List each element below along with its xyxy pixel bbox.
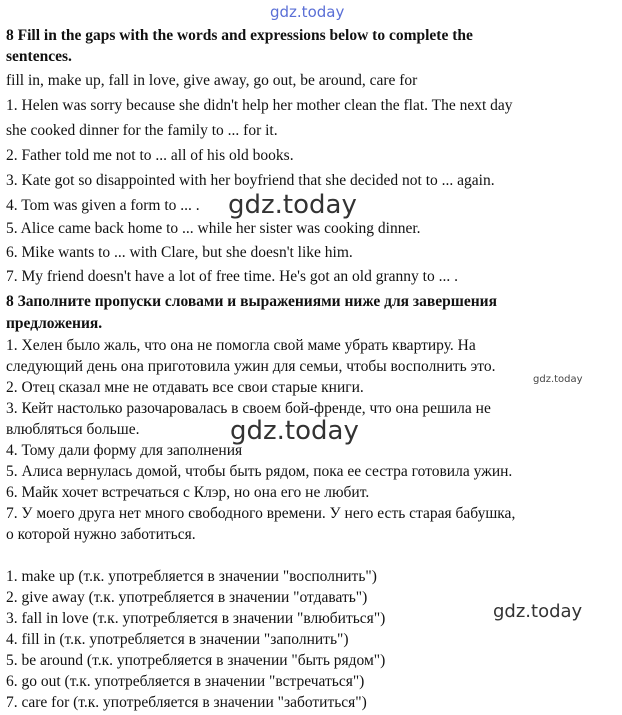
sentence-ru-3-cont: влюбляться больше. <box>6 421 140 438</box>
sentence-en-6: 6. Mike wants to ... with Clare, but she doesn't like him. <box>6 244 353 261</box>
watermark-top[interactable]: gdz.today <box>270 3 345 21</box>
watermark: gdz.today <box>493 601 583 622</box>
sentence-en-3: 3. Kate got so disappointed with her boyfriend that she decided not to ... again. <box>6 172 495 189</box>
exercise-title-en-cont: sentences. <box>6 48 72 65</box>
exercise-title-ru: 8 Заполните пропуски словами и выражениями ниже для завершения <box>6 293 497 310</box>
exercise-title-en: 8 Fill in the gaps with the words and expressions below to complete the <box>6 27 473 44</box>
answer-6: 6. go out (т.к. употребляется в значении "встречаться") <box>6 673 365 690</box>
answer-1: 1. make up (т.к. употребляется в значении "восполнить") <box>6 568 377 585</box>
word-bank: fill in, make up, fall in love, give away, go out, be around, care for <box>6 72 418 89</box>
sentence-ru-7: 7. У моего друга нет много свободного времени. У него есть старая бабушка, <box>6 505 516 522</box>
sentence-en-4: 4. Tom was given a form to ... . <box>6 197 200 214</box>
sentence-ru-2: 2. Отец сказал мне не отдавать все свои старые книги. <box>6 379 364 396</box>
answer-7: 7. care for (т.к. употребляется в значении "заботиться") <box>6 694 367 711</box>
watermark: gdz.today <box>533 374 583 385</box>
exercise-title-ru-cont: предложения. <box>6 315 103 332</box>
sentence-en-1: 1. Helen was sorry because she didn't help her mother clean the flat. The next day <box>6 97 513 114</box>
sentence-en-5: 5. Alice came back home to ... while her sister was cooking dinner. <box>6 220 421 237</box>
sentence-ru-5: 5. Алиса вернулась домой, чтобы быть рядом, пока ее сестра готовила ужин. <box>6 463 513 480</box>
answer-4: 4. fill in (т.к. употребляется в значении "заполнить") <box>6 631 349 648</box>
sentence-ru-3: 3. Кейт настолько разочаровалась в своем бой-френде, что она решила не <box>6 400 491 417</box>
sentence-en-2: 2. Father told me not to ... all of his old books. <box>6 147 294 164</box>
sentence-ru-1: 1. Хелен было жаль, что она не помогла свой маме убрать квартиру. На <box>6 337 476 354</box>
sentence-en-1-cont: she cooked dinner for the family to ... for it. <box>6 122 278 139</box>
sentence-ru-4: 4. Тому дали форму для заполнения <box>6 442 243 459</box>
answer-3: 3. fall in love (т.к. употребляется в значении "влюбиться") <box>6 610 386 627</box>
sentence-ru-7-cont: о которой нужно заботиться. <box>6 526 196 543</box>
sentence-ru-1-cont: следующий день она приготовила ужин для семьи, чтобы восполнить это. <box>6 358 496 375</box>
answer-5: 5. be around (т.к. употребляется в значении "быть рядом") <box>6 652 386 669</box>
watermark: gdz.today <box>230 416 359 446</box>
sentence-en-7: 7. My friend doesn't have a lot of free time. He's got an old granny to ... . <box>6 268 458 285</box>
answer-2: 2. give away (т.к. употребляется в значении "отдавать") <box>6 589 368 606</box>
watermark: gdz.today <box>228 190 357 220</box>
sentence-ru-6: 6. Майк хочет встречаться с Клэр, но она его не любит. <box>6 484 370 501</box>
